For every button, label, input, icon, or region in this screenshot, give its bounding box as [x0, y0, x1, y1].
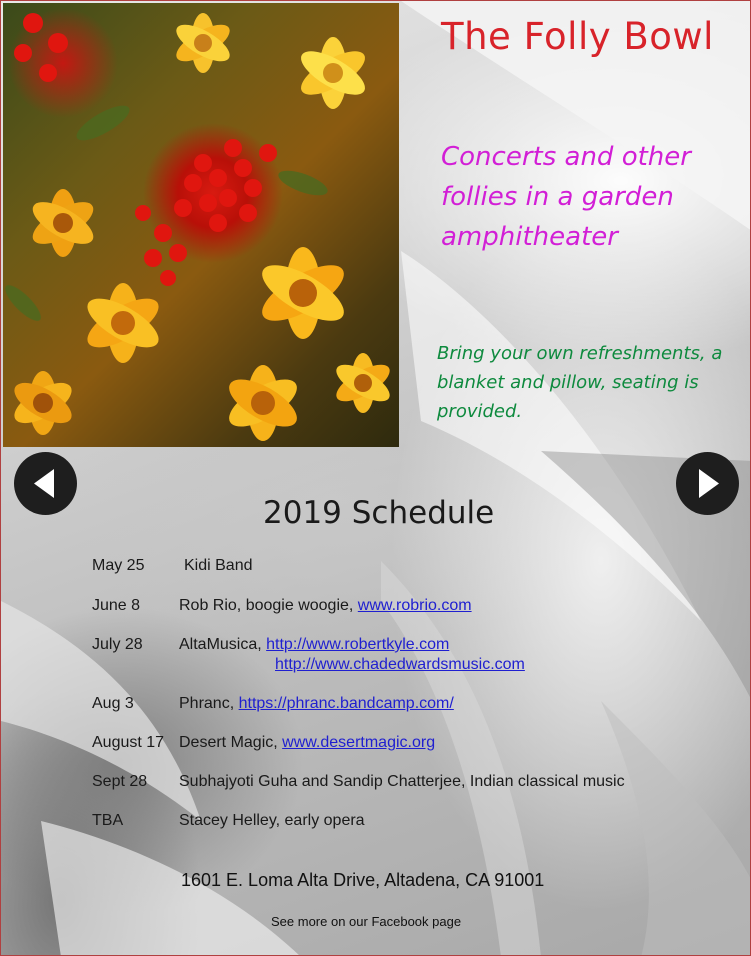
schedule-text: Stacey Helley, early opera	[179, 812, 365, 829]
carousel-next-button[interactable]	[676, 452, 739, 515]
schedule-text-label: Rob Rio, boogie woogie,	[179, 597, 358, 614]
robertkyle-link[interactable]: http://www.robertkyle.com	[266, 636, 450, 653]
schedule-date: Sept 28	[92, 773, 148, 790]
marigold-photo	[3, 3, 399, 447]
schedule-text: Kidi Band	[184, 557, 253, 574]
chevron-left-icon	[14, 452, 77, 515]
schedule-text	[179, 636, 449, 654]
refreshments-notice: Bring your own refreshments, a blanket and pillow, seating is provided.	[437, 343, 723, 422]
schedule-text	[179, 695, 454, 713]
schedule-text	[179, 734, 435, 752]
schedule-text-label: AltaMusica,	[179, 636, 267, 653]
schedule-date: August 17	[92, 734, 165, 751]
schedule-date: TBA	[92, 812, 124, 829]
phranc-link[interactable]: https://phranc.bandcamp.com/	[238, 695, 454, 712]
schedule-date: May 25	[92, 557, 145, 574]
carousel-prev-button[interactable]	[14, 452, 77, 515]
chadedwards-link[interactable]: http://www.chadedwardsmusic.com	[275, 656, 525, 673]
subtitle: Concerts and other follies in a garden amphitheater	[441, 142, 691, 252]
flower-illustration	[3, 3, 399, 447]
desertmagic-link[interactable]: www.desertmagic.org	[282, 734, 436, 751]
schedule-text	[179, 597, 472, 615]
facebook-note: See more on our Facebook page	[271, 914, 462, 929]
schedule-text-label: Phranc,	[179, 695, 239, 712]
schedule-text-label: Desert Magic,	[179, 734, 283, 751]
schedule-date: Aug 3	[92, 695, 134, 712]
schedule-heading: 2019 Schedule	[263, 495, 495, 531]
schedule-date: July 28	[92, 636, 143, 653]
page-title: The Folly Bowl	[441, 15, 714, 58]
chevron-right-icon	[676, 452, 739, 515]
robrio-link[interactable]: www.robrio.com	[357, 597, 472, 614]
venue-address: 1601 E. Loma Alta Drive, Altadena, CA 91001	[181, 870, 545, 890]
schedule-text: Subhajyoti Guha and Sandip Chatterjee, Indian classical music	[179, 773, 625, 790]
schedule-date: June 8	[92, 597, 141, 614]
